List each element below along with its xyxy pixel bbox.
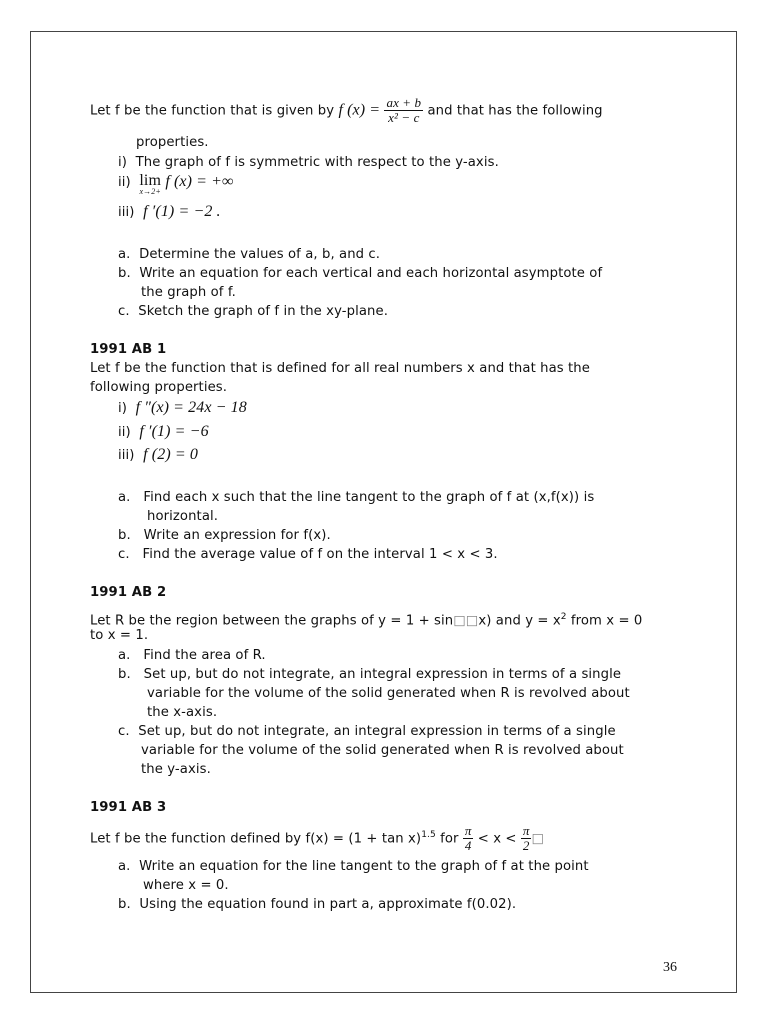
ab2-part-b-cont-2: the x-axis. — [147, 705, 218, 720]
heading-ab2: 1991 AB 2 — [90, 585, 167, 600]
intro-fraction — [384, 96, 423, 125]
ab1-part-b: b. Write an expression for f(x). — [118, 528, 331, 543]
limit-expression: f (x) = +∞ — [165, 173, 234, 190]
ab2-part-c-cont-1: variable for the volume of the solid generated when R is revolved about — [141, 743, 624, 758]
ab1-part-c: c. Find the average value of f on the interval 1 < x < 3. — [118, 547, 498, 562]
page-number: 36 — [663, 960, 677, 975]
ab2-line-1: Let R be the region between the graphs of y = 1 + sin□□x) and $y = x^2$ from x = 0 — [90, 612, 643, 629]
intro-prop-3: iii) f ′(1) = −2 . — [118, 203, 221, 220]
heading-ab1: 1991 AB 1 — [90, 342, 167, 357]
limit-symbol: lim — [139, 172, 162, 189]
heading-ab3: 1991 AB 3 — [90, 800, 167, 815]
ab2-line-2: to x = 1. — [90, 628, 149, 643]
ab3-part-a-cont: where x = 0. — [143, 878, 229, 893]
intro-prop-2: ii) lim x→2+ f (x) = +∞ — [118, 172, 234, 196]
fraction-denominator: x² − c — [388, 110, 420, 125]
ab1-part-a: a. Find each x such that the line tangent to the graph of f at (x,f(x)) is — [118, 490, 595, 505]
missing-glyph-icon: □□ — [453, 613, 479, 629]
ab1-prop-3: iii) f (2) = 0 — [118, 446, 198, 463]
limit-subscript: x→2+ — [139, 187, 161, 196]
ab1-line-1: Let f be the function that is defined for all real numbers x and that has the — [90, 361, 590, 376]
intro-line — [90, 96, 603, 125]
ab2-part-c-cont-2: the y-axis. — [141, 762, 211, 777]
ab2-part-c: c. Set up, but do not integrate, an integral expression in terms of a single — [118, 724, 616, 739]
intro-fx: f (x) = — [338, 101, 381, 119]
pi-over-2-fraction: $\frac{\pi}{2}$ — [522, 822, 530, 853]
fraction-numerator: ax + b — [386, 95, 422, 110]
intro-part-b: b. Write an equation for each vertical and each horizontal asymptote of — [118, 266, 603, 281]
ab1-line-2: following properties. — [90, 380, 228, 395]
ab3-line-1: Let f be the function defined by $f(x) = (1 + \tan x)^{1.5}$ for $\frac{\pi}{4}$ < x < $\frac{\pi}{2}$ □ — [90, 822, 545, 853]
intro-trail: and that has the following — [427, 103, 603, 119]
ab2-part-b: b. Set up, but do not integrate, an integral expression in terms of a single — [118, 667, 622, 682]
intro-prop-1: i) The graph of f is symmetric with respect to the y-axis. — [118, 155, 499, 170]
intro-continuation: properties. — [136, 135, 209, 150]
ab2-part-b-cont-1: variable for the volume of the solid generated when R is revolved about — [147, 686, 630, 701]
missing-glyph-icon: □ — [531, 831, 545, 847]
ab1-part-a-cont: horizontal. — [147, 509, 219, 524]
ab3-part-a: a. Write an equation for the line tangent to the graph of f at the point — [118, 859, 589, 874]
intro-part-c: c. Sketch the graph of f in the xy-plane. — [118, 304, 389, 319]
ab2-part-a: a. Find the area of R. — [118, 648, 266, 663]
pi-over-4-fraction: $\frac{\pi}{4}$ — [464, 822, 472, 853]
ab1-prop-2: ii) f ′(1) = −6 — [118, 423, 209, 440]
intro-part-a: a. Determine the values of a, b, and c. — [118, 247, 381, 262]
intro-part-b-cont: the graph of f. — [141, 285, 236, 300]
ab3-part-b: b. Using the equation found in part a, approximate f(0.02). — [118, 897, 517, 912]
ab1-prop-1: i) f ″(x) = 24x − 18 — [118, 399, 247, 416]
intro-lead: Let f be the function that is given by — [90, 103, 335, 119]
